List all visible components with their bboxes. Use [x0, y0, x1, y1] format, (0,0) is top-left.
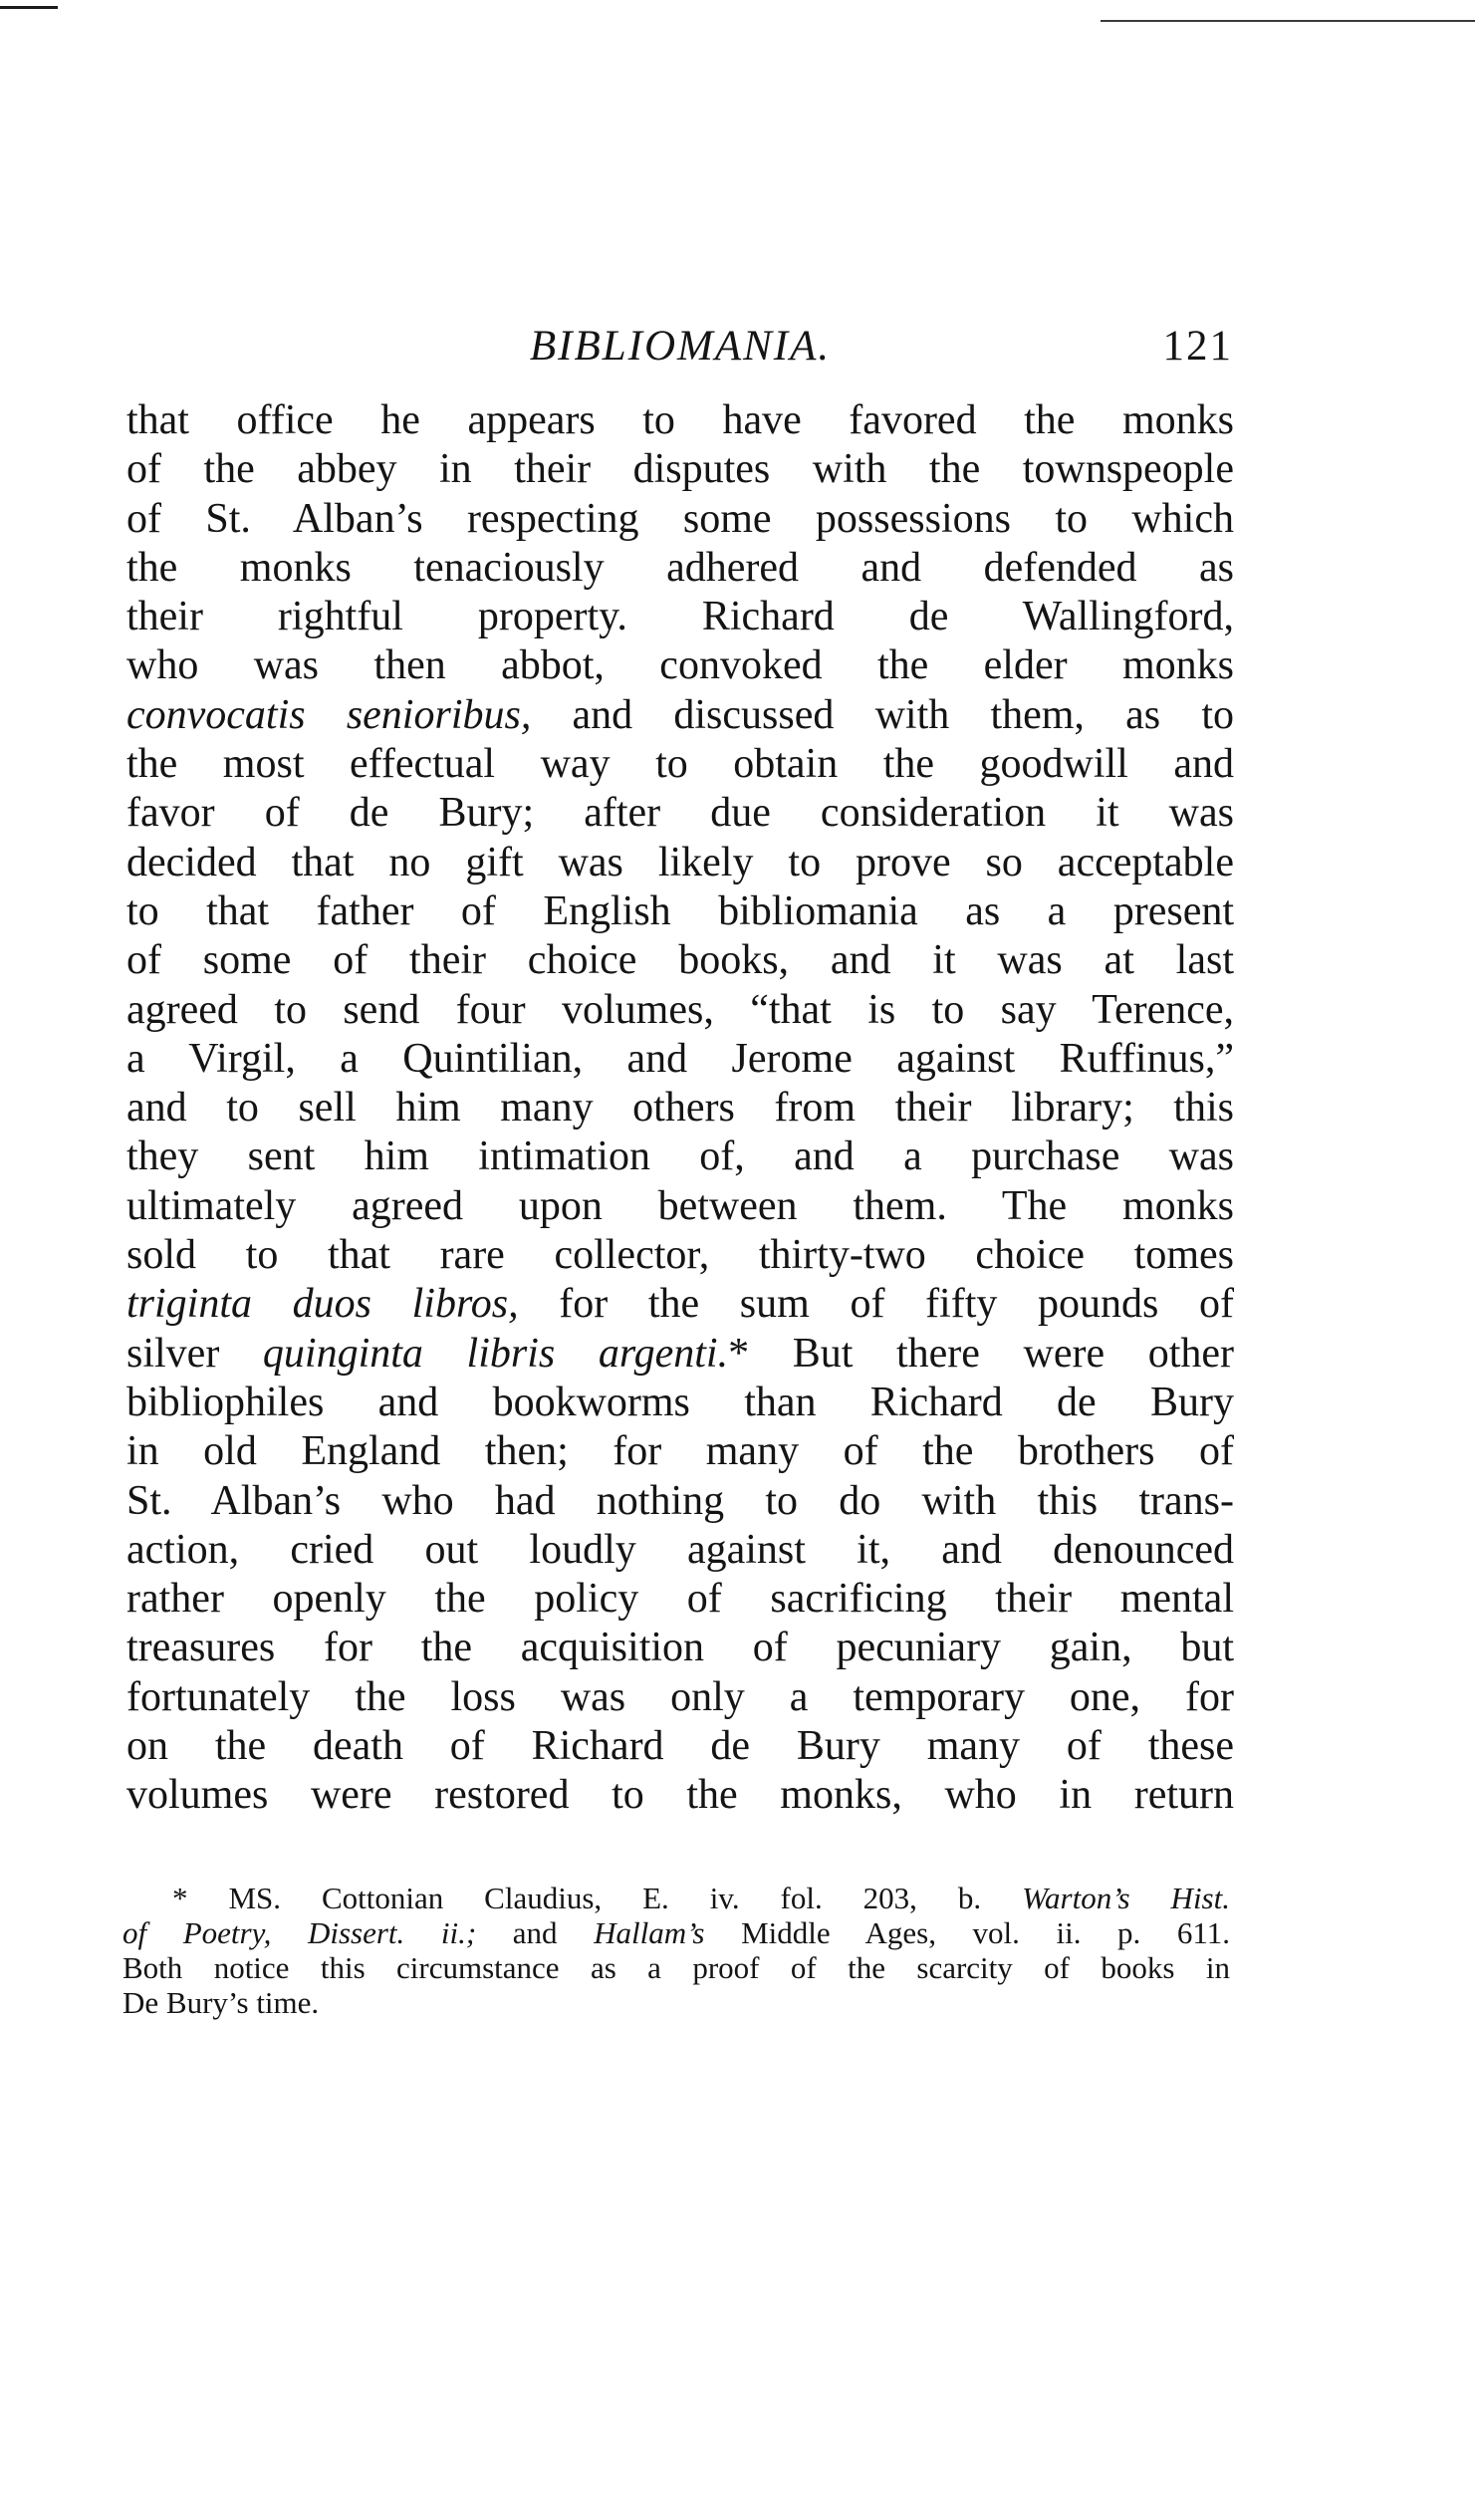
body-line: [126, 740, 1234, 789]
text-run: a Virgil, a Quintilian, and Jerome against Ruffinus,”: [126, 1035, 1234, 1082]
body-line: [126, 544, 1234, 593]
text-run: action, cried out loudly against it, and denounced: [126, 1526, 1234, 1573]
text-run: that office he appears to have favored the monks: [126, 397, 1234, 443]
body-line: [126, 495, 1234, 544]
body-line: [126, 936, 1234, 985]
text-run: in old England then; for many of the brothers of: [126, 1428, 1234, 1475]
text-run: * But there were other: [728, 1330, 1235, 1377]
text-run: bibliophiles and bookworms than Richard de Bury: [126, 1379, 1234, 1425]
body-line: [126, 1035, 1234, 1084]
body-line: [126, 1722, 1234, 1771]
text-run: the monks tenaciously adhered and defended as: [126, 544, 1234, 591]
body-line: [126, 1526, 1234, 1575]
body-line: [126, 1231, 1234, 1280]
text-run: St. Alban’s who had nothing to do with this trans-: [126, 1477, 1234, 1524]
text-run: favor of de Bury; after due consideration it was: [126, 790, 1234, 837]
footnote-line: [123, 1985, 1230, 2020]
text-run: of some of their choice books, and it was at last: [126, 937, 1234, 984]
text-run: their rightful property. Richard de Wallingford,: [126, 594, 1234, 640]
body-line: [126, 1330, 1234, 1379]
running-head: [127, 317, 1233, 377]
body-line: [126, 641, 1234, 690]
text-run: they sent him intimation of, and a purchase was: [126, 1134, 1234, 1180]
body-line: [126, 1280, 1234, 1329]
footnotes: [123, 1881, 1230, 2020]
body-line: [126, 1379, 1234, 1427]
text-run: for the sum of fifty pounds of: [518, 1281, 1234, 1328]
text-run: rather openly the policy of sacrificing their mental: [126, 1576, 1234, 1623]
text-run: who was then abbot, convoked the elder monks: [126, 642, 1234, 689]
italic-phrase: of Poetry, Dissert. ii.;: [123, 1915, 477, 1950]
footnote-line: [123, 1881, 1230, 1915]
body-line: [126, 1673, 1234, 1722]
body-line: [126, 1182, 1234, 1231]
text-run: Both notice this circumstance as a proof of the scarcity of books in: [123, 1950, 1230, 1985]
text-run: silver: [126, 1330, 263, 1377]
body-line: [126, 1575, 1234, 1624]
text-run: and: [476, 1915, 595, 1950]
text-run: of St. Alban’s respecting some possessions to which: [126, 495, 1234, 542]
text-run: of the abbey in their disputes with the townspeople: [126, 446, 1234, 493]
body-text: [126, 396, 1234, 1821]
text-run: on the death of Richard de Bury many of these: [126, 1723, 1234, 1770]
text-run: ultimately agreed upon between them. The monks: [126, 1182, 1234, 1229]
footnote-line: [123, 1915, 1230, 1950]
body-line: [126, 593, 1234, 641]
body-line: [126, 445, 1234, 494]
body-line: [126, 1771, 1234, 1820]
text-run: De Bury’s time.: [123, 1985, 320, 2020]
text-run: decided that no gift was likely to prove so acceptable: [126, 839, 1234, 885]
text-run: the most effectual way to obtain the goodwill and: [126, 741, 1234, 788]
body-line: [126, 839, 1234, 887]
text-run: and discussed with them, as to: [531, 691, 1234, 738]
body-line: [126, 789, 1234, 838]
text-run: volumes were restored to the monks, who in return: [126, 1772, 1234, 1819]
italic-phrase: convocatis senioribus,: [126, 691, 532, 738]
text-run: treasures for the acquisition of pecuniary gain, but: [126, 1625, 1234, 1671]
text-run: agreed to send four volumes, “that is to say Terence,: [126, 986, 1234, 1033]
body-line: [126, 1624, 1234, 1672]
text-run: and to sell him many others from their library; this: [126, 1085, 1234, 1132]
italic-phrase: quinginta libris argenti.: [262, 1330, 729, 1377]
text-run: * MS. Cottonian Claudius, E. iv. fol. 203, b.: [172, 1881, 1023, 1915]
scan-edge-mark-right: [1101, 20, 1475, 22]
body-line: [126, 1477, 1234, 1526]
body-line: [126, 887, 1234, 936]
body-line: [126, 1084, 1234, 1133]
running-title: BIBLIOMANIA.: [529, 323, 832, 370]
body-line: [126, 691, 1234, 740]
body-line: [126, 1133, 1234, 1181]
text-run: fortunately the loss was only a temporary one, for: [126, 1673, 1234, 1720]
body-line: [126, 986, 1234, 1035]
page-number: 121: [1162, 323, 1233, 370]
text-run: Middle Ages, vol. ii. p. 611.: [704, 1915, 1230, 1950]
scan-edge-mark-left: [0, 6, 58, 9]
body-line: [126, 396, 1234, 445]
footnote-line: [123, 1950, 1230, 1985]
text-run: to that father of English bibliomania as a present: [126, 887, 1234, 934]
italic-phrase: Warton’s Hist.: [1022, 1881, 1230, 1915]
body-line: [126, 1427, 1234, 1476]
italic-phrase: Hallam’s: [594, 1915, 705, 1950]
text-run: sold to that rare collector, thirty-two choice tomes: [126, 1232, 1234, 1279]
italic-phrase: triginta duos libros,: [126, 1281, 519, 1328]
